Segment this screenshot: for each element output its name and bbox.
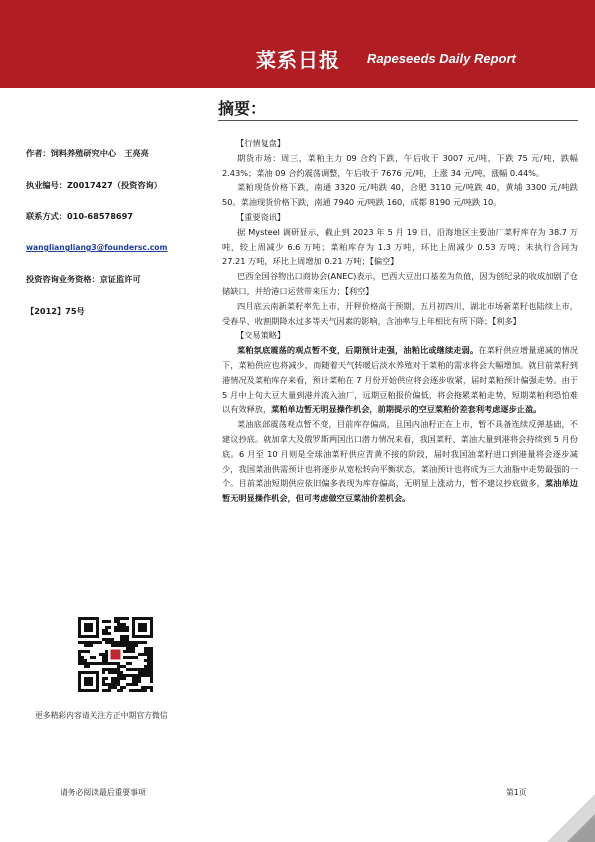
qr-caption: 更多精彩内容请关注方正中期官方微信: [35, 711, 168, 720]
wechat-qr-code: [78, 617, 153, 692]
summary-divider: [218, 120, 578, 121]
paragraph-text: 据 Mysteel 调研显示，截止到 2023 年 5 月 19 日，沿海地区主要油厂菜籽库存为 38.7 万吨，较上周减少 6.6 万吨；菜粕库存为 1.3 万吨，环比上周减少 0.53 万吨；未执行合同为 27.21 万吨，环比上周增加 0.21 万吨；【偏空】: [222, 226, 578, 267]
bold-text: 菜油单边暂无明显操作机会，但可考虑做空豆菜油价差机会。: [222, 478, 578, 504]
section-paragraph: [222, 151, 578, 181]
section-paragraph: [222, 343, 578, 417]
summary-body: [222, 136, 578, 506]
paragraph-text: 菜油底部震荡观点暂不变，目前库存偏高，且国内油籽正在上市，暂不具备连续反弹基础，不建议抄底。就加拿大及俄罗斯两国出口潜力情况来看，我国菜籽、菜油大量到港将会持续到 5 月份底。6 月至 10 月则是全球油菜籽供应青黄不接的阶段，届时我国油菜籽进口到港量将会逐步减少，我国菜油供需预计也将逐步从宽松转向平衡状态，菜油预计也将成为三大油脂中走势最强的一个。目前菜油短期供应依旧偏多表现为库存偏高，无明显上涨动力，暂不建议抄底做多，: [222, 419, 578, 489]
page-number: 第1页: [506, 788, 527, 797]
paragraph-text: 四月底云南新菜籽率先上市，开秤价格高于预期，五月初四川、湖北市场新菜籽也陆续上市，受春旱、收割期降水过多等天气因素的影响，含油率与上年相比有所下降；【利多】: [222, 300, 578, 326]
section-paragraph: [222, 269, 578, 299]
section-heading: 【交易策略】: [236, 330, 286, 341]
paragraph-text: 巴西全国谷物出口商协会(ANEC)表示，巴西大豆出口基差为负值，因为创纪录的收成加剧了仓储缺口，并给港口运营带来压力；【利空】: [222, 271, 578, 296]
section-heading: 【重要资讯】: [236, 211, 286, 222]
qr-logo-icon: [110, 649, 120, 659]
section-heading: 【行情复盘】: [236, 138, 286, 148]
page-corner-shadow: [567, 814, 595, 842]
section-paragraph: [222, 299, 578, 329]
author-line: 作者：饲料养殖研究中心 王亮亮: [26, 148, 149, 158]
license-number: 执业编号：Z0017427（投资咨询）: [26, 180, 162, 190]
report-title-cn: 菜系日报: [256, 48, 340, 72]
paragraph-text: 期货市场：周三，菜粕主力 09 合约下跌，午后收于 3007 元/吨，下跌 75 元/吨，跌幅 2.43%；菜油 09 合约震荡调整，午后收于 7676 元/吨，上涨 34 元/吨，涨幅 0.44%。: [222, 152, 578, 178]
paragraph-text: 在菜籽供应增量递减的情况下，菜粕供应也将减少，而随着天气转暖后淡水养殖对于菜粕的需求将会大幅增加。就目前菜籽到港情况及菜粕库存来看，预计菜粕在 7 月份开始供应将会逐步收紧，届时菜粕预计偏强走势。由于 5 月中上旬大豆大量到港并流入油厂，远期豆粕报价偏低，将会拖累菜粕走势，短期菜粕利恐怕难以有效释放，: [222, 345, 578, 415]
header-banner: [0, 0, 595, 88]
contact-email-link[interactable]: wangliangliang3@foundersc.com: [26, 243, 168, 252]
contact-phone: 联系方式：010-68578697: [26, 211, 134, 221]
section-paragraph: [222, 225, 578, 269]
report-title-en: Rapeseeds Daily Report: [367, 51, 516, 66]
paragraph-text: 菜粕现货价格下跌，南通 3320 元/吨跌 40，合肥 3110 元/吨跌 40，黄埔 3300 元/吨跌 50。菜油现货价格下跌，南通 7940 元/吨跌 160，成都 8190 元/吨跌 10。: [222, 182, 578, 208]
section-paragraph: [222, 180, 578, 210]
qualification-line: 投资咨询业务资格：京证监许可: [26, 274, 141, 284]
qualification-number: 【2012】75号: [26, 306, 85, 316]
footer-notice: 请务必阅读最后重要事项: [60, 788, 146, 797]
bold-text: 菜粕氛底震荡的观点暂不变，后期预计走强，油粕比或继续走弱。: [237, 345, 479, 356]
section-paragraph: [222, 417, 578, 506]
summary-title: 摘要：: [218, 99, 267, 118]
bold-text: 菜粕单边暂无明显操作机会，前期提示的空豆菜粕价差套利考虑逐步止盈。: [271, 404, 542, 415]
